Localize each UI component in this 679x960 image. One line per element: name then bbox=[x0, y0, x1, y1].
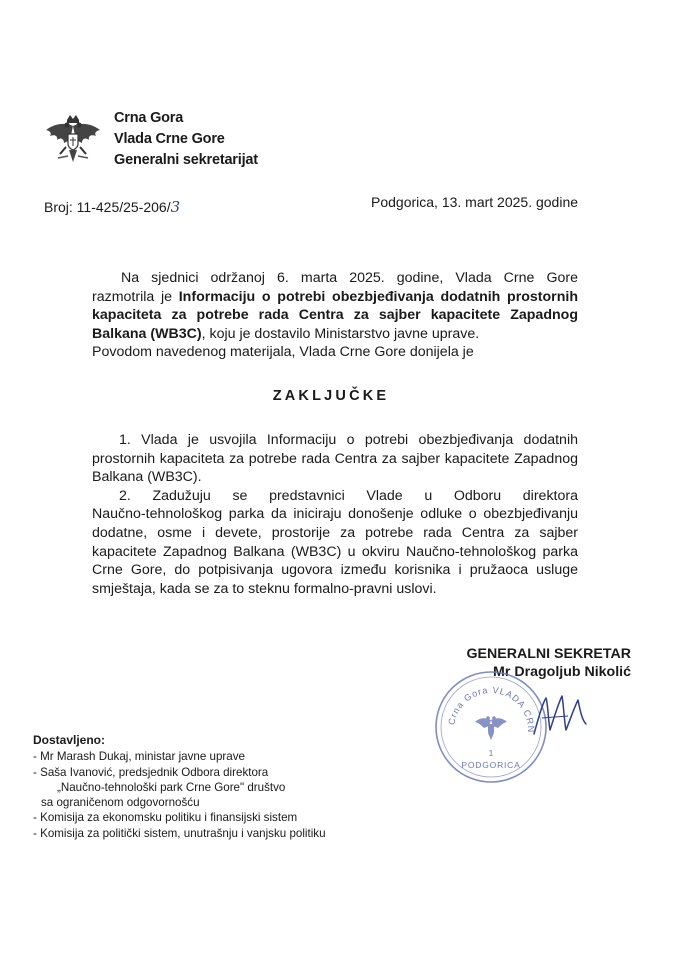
intro-paragraph bbox=[92, 269, 578, 362]
header-country: Crna Gora bbox=[114, 110, 184, 126]
conclusion-2-line-3: dodatne, osme i devete, prostorije za potrebe rada Centra za sajber bbox=[92, 524, 578, 541]
conclusion-1-line-3: Balkana (WB3C). bbox=[92, 469, 202, 486]
handwritten-signature bbox=[528, 690, 598, 740]
conclusions-list bbox=[92, 431, 578, 598]
conclusion-1-line-1: 1. Vlada je usvojila Informaciju o potrebi obezbjeđivanja dodatnih bbox=[119, 432, 578, 448]
conclusion-item-1 bbox=[92, 431, 578, 487]
distribution-item: - Mr Marash Dukaj, ministar javne uprave bbox=[33, 750, 245, 764]
conclusion-2-line-5: Crne Gore, do potpisivanja ugovora između korisnika i pružaoca usluge bbox=[92, 562, 578, 579]
intro-line-2-pre: razmotrila je bbox=[92, 288, 179, 305]
intro-line-1 bbox=[92, 269, 578, 288]
distribution-item: sa ograničenom odgovornošću bbox=[41, 796, 200, 810]
distribution-list bbox=[33, 733, 326, 841]
signatory-name: Mr Dragoljub Nikolić bbox=[493, 664, 631, 680]
stamp-number: 1 bbox=[488, 749, 494, 758]
conclusion-2-line-6: smještaja, kada se za to steknu formalno-pravni uslovi. bbox=[92, 580, 437, 597]
intro-line-3 bbox=[92, 306, 578, 325]
intro-line-2-bold: Informaciju o potrebi obezbjeđivanja dodatnih prostornih bbox=[178, 288, 578, 305]
reference-number bbox=[44, 198, 180, 216]
distribution-heading: Dostavljeno: bbox=[33, 733, 106, 747]
coat-of-arms-emblem bbox=[38, 112, 108, 174]
conclusion-1-line-2: prostornih kapaciteta za potrebe rada Centra za sajber kapacitete Zapadnog bbox=[92, 450, 578, 467]
intro-line-4-post: , koju je dostavilo Ministarstvo javne uprave. bbox=[201, 325, 480, 342]
distribution-item: - Saša Ivanović, predsjednik Odbora direktora bbox=[33, 765, 269, 779]
conclusion-2-line-2: Naučno-tehnološkog parka da iniciraju donošenje odluke o obezbjeđivanju bbox=[92, 506, 578, 523]
place-date: Podgorica, 13. mart 2025. godine bbox=[371, 194, 579, 210]
intro-line-4-bold: Balkana (WB3C) bbox=[92, 325, 202, 342]
distribution-item: - Komisija za politički sistem, unutrašnju i vanjsku politiku bbox=[33, 826, 326, 840]
intro-line-2 bbox=[92, 288, 578, 307]
distribution-item: „Naučno-tehnološki park Crne Gore" društvo bbox=[57, 780, 286, 794]
intro-line-4 bbox=[92, 325, 578, 344]
header-government: Vlada Crne Gore bbox=[114, 131, 225, 147]
institution-header bbox=[114, 108, 258, 171]
intro-line-1-text: Na sjednici održanoj 6. marta 2025. godine, Vlada Crne Gore bbox=[121, 270, 578, 286]
conclusion-item-2 bbox=[92, 487, 578, 599]
conclusions-title: ZAKLJUČKE bbox=[272, 388, 390, 404]
conclusion-2-line-1: 2. Zadužuju se predstavnici Vlade u Odboru direktora bbox=[119, 487, 578, 504]
header-secretariat: Generalni sekretarijat bbox=[114, 152, 258, 168]
conclusion-2-line-4: kapacitete Zapadnog Balkana (WB3C) u okviru Naučno-tehnološkog parka bbox=[92, 543, 578, 560]
signatory-role: GENERALNI SEKRETAR bbox=[466, 646, 631, 662]
reference-number-handwritten: 3 bbox=[170, 198, 181, 216]
stamp-city: PODGORICA bbox=[461, 760, 521, 770]
distribution-item: - Komisija za ekonomsku politiku i finansijski sistem bbox=[33, 811, 298, 825]
intro-line-5: Povodom navedenog materijala, Vlada Crne Gore donijela je bbox=[92, 344, 474, 361]
stamp-arc-text: Crna Gora VLADA CRN bbox=[446, 684, 537, 734]
reference-number-text: Broj: 11-425/25-206/ bbox=[44, 199, 171, 215]
intro-line-3-bold: kapaciteta za potrebe rada Centra za sajber kapacitete Zapadnog bbox=[92, 307, 578, 324]
